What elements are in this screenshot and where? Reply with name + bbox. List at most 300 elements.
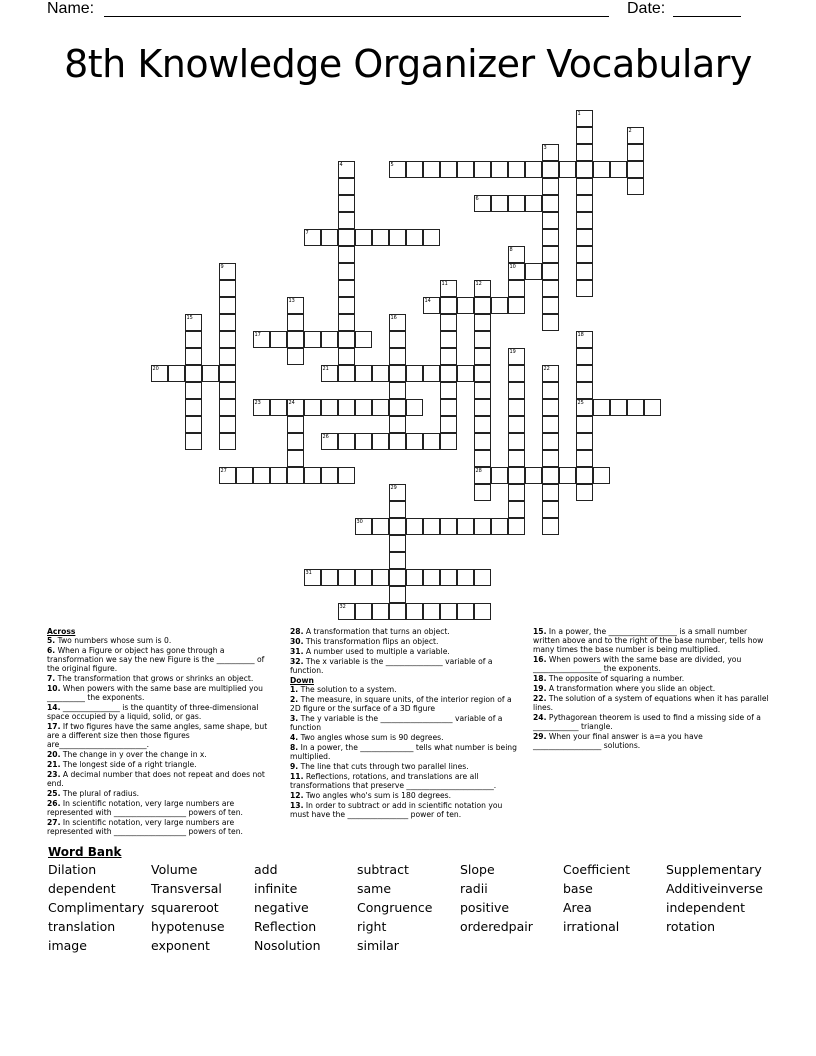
crossword-cell[interactable] — [423, 603, 440, 620]
crossword-cell[interactable] — [389, 382, 406, 399]
clue-item — [290, 657, 520, 675]
crossword-cell[interactable] — [253, 467, 270, 484]
crossword-cell[interactable] — [542, 484, 559, 501]
crossword-cell[interactable] — [287, 331, 304, 348]
crossword-cell[interactable] — [440, 569, 457, 586]
crossword-cell[interactable] — [474, 433, 491, 450]
crossword-cell[interactable] — [304, 229, 321, 246]
crossword-cell[interactable] — [627, 144, 644, 161]
clue-number-label: 20. — [47, 750, 61, 759]
crossword-cell[interactable] — [474, 518, 491, 535]
word-bank-word: Supplementary — [666, 862, 762, 877]
crossword-cell[interactable] — [355, 518, 372, 535]
crossword-cell[interactable] — [423, 518, 440, 535]
crossword-cell[interactable] — [525, 467, 542, 484]
clue-text: The plural of radius. — [62, 789, 140, 798]
crossword-cell[interactable] — [542, 399, 559, 416]
crossword-cell[interactable] — [338, 178, 355, 195]
clue-item — [47, 684, 275, 702]
crossword-cell[interactable] — [423, 229, 440, 246]
crossword-cell[interactable] — [219, 314, 236, 331]
clue-item — [290, 647, 520, 656]
crossword-cell[interactable] — [491, 467, 508, 484]
crossword-cell[interactable] — [406, 518, 423, 535]
crossword-cell[interactable] — [219, 331, 236, 348]
clue-number: 2 — [628, 127, 632, 134]
crossword-cell[interactable] — [185, 416, 202, 433]
crossword-cell[interactable] — [321, 229, 338, 246]
crossword-cell[interactable] — [321, 331, 338, 348]
crossword-cell[interactable] — [406, 433, 423, 450]
crossword-cell[interactable] — [338, 399, 355, 416]
crossword-cell[interactable] — [576, 467, 593, 484]
crossword-cell[interactable] — [542, 518, 559, 535]
crossword-cell[interactable] — [304, 331, 321, 348]
crossword-cell[interactable] — [219, 416, 236, 433]
crossword-cell[interactable] — [508, 161, 525, 178]
crossword-cell[interactable] — [219, 263, 236, 280]
clue-number-label: 18. — [533, 674, 547, 683]
clue-item — [290, 733, 520, 742]
crossword-cell[interactable] — [474, 484, 491, 501]
crossword-cell[interactable] — [372, 229, 389, 246]
crossword-cell[interactable] — [321, 365, 338, 382]
crossword-cell[interactable] — [457, 161, 474, 178]
crossword-cell[interactable] — [338, 365, 355, 382]
crossword-cell[interactable] — [406, 603, 423, 620]
crossword-cell[interactable] — [440, 280, 457, 297]
crossword-cell[interactable] — [338, 263, 355, 280]
crossword-cell[interactable] — [508, 450, 525, 467]
crossword-cell[interactable] — [338, 246, 355, 263]
crossword-cell[interactable] — [474, 416, 491, 433]
crossword-cell[interactable] — [559, 467, 576, 484]
crossword-cell[interactable] — [440, 416, 457, 433]
clue-text: Pythagorean theorem is used to find a missing side of a ____________ triangle. — [533, 713, 761, 731]
crossword-cell[interactable] — [474, 161, 491, 178]
crossword-cell[interactable] — [372, 603, 389, 620]
crossword-cell[interactable] — [389, 348, 406, 365]
crossword-cell[interactable] — [338, 603, 355, 620]
crossword-cell[interactable] — [542, 382, 559, 399]
crossword-cell[interactable] — [542, 467, 559, 484]
crossword-cell[interactable] — [372, 518, 389, 535]
crossword-cell[interactable] — [474, 450, 491, 467]
crossword-cell[interactable] — [406, 161, 423, 178]
crossword-cell[interactable] — [338, 467, 355, 484]
word-bank-word: Dilation — [48, 862, 97, 877]
crossword-cell[interactable] — [389, 433, 406, 450]
crossword-cell[interactable] — [542, 450, 559, 467]
crossword-cell[interactable] — [576, 280, 593, 297]
crossword-cell[interactable] — [474, 365, 491, 382]
crossword-cell[interactable] — [576, 399, 593, 416]
clue-item — [290, 801, 520, 819]
crossword-cell[interactable] — [644, 399, 661, 416]
crossword-grid — [151, 110, 671, 630]
crossword-cell[interactable] — [219, 399, 236, 416]
crossword-cell[interactable] — [168, 365, 185, 382]
crossword-cell[interactable] — [542, 229, 559, 246]
clue-text: The line that cuts through two parallel lines. — [300, 762, 469, 771]
crossword-cell[interactable] — [355, 603, 372, 620]
crossword-cell[interactable] — [576, 246, 593, 263]
crossword-cell[interactable] — [389, 552, 406, 569]
crossword-cell[interactable] — [593, 467, 610, 484]
crossword-cell[interactable] — [542, 416, 559, 433]
crossword-cell[interactable] — [389, 586, 406, 603]
crossword-cell[interactable] — [474, 382, 491, 399]
crossword-cell[interactable] — [508, 501, 525, 518]
clue-text: The solution of a system of equations when it has parallel lines. — [533, 694, 769, 712]
crossword-cell[interactable] — [474, 297, 491, 314]
crossword-cell[interactable] — [287, 433, 304, 450]
clue-number-label: 27. — [47, 818, 61, 827]
crossword-cell[interactable] — [389, 365, 406, 382]
word-bank-word: Volume — [151, 862, 198, 877]
clue-number: 13 — [288, 297, 295, 304]
crossword-cell[interactable] — [355, 433, 372, 450]
clue-item — [47, 789, 275, 798]
crossword-cell[interactable] — [576, 331, 593, 348]
crossword-cell[interactable] — [389, 535, 406, 552]
word-bank-word: base — [563, 881, 593, 896]
crossword-cell[interactable] — [440, 399, 457, 416]
crossword-cell[interactable] — [389, 518, 406, 535]
clue-item — [47, 703, 275, 721]
crossword-cell[interactable] — [474, 314, 491, 331]
crossword-cell[interactable] — [440, 297, 457, 314]
crossword-cell[interactable] — [338, 229, 355, 246]
crossword-cell[interactable] — [576, 450, 593, 467]
crossword-cell[interactable] — [593, 399, 610, 416]
crossword-cell[interactable] — [627, 161, 644, 178]
crossword-cell[interactable] — [202, 365, 219, 382]
crossword-cell[interactable] — [338, 161, 355, 178]
clue-item — [47, 760, 275, 769]
crossword-cell[interactable] — [491, 297, 508, 314]
crossword-cell[interactable] — [576, 144, 593, 161]
crossword-cell[interactable] — [508, 518, 525, 535]
crossword-cell[interactable] — [185, 433, 202, 450]
crossword-cell[interactable] — [440, 433, 457, 450]
crossword-cell[interactable] — [440, 348, 457, 365]
clue-number: 4 — [339, 161, 343, 168]
crossword-cell[interactable] — [270, 331, 287, 348]
crossword-cell[interactable] — [576, 229, 593, 246]
crossword-cell[interactable] — [440, 161, 457, 178]
crossword-cell[interactable] — [576, 178, 593, 195]
crossword-cell[interactable] — [406, 569, 423, 586]
crossword-cell[interactable] — [287, 467, 304, 484]
crossword-cell[interactable] — [576, 127, 593, 144]
crossword-cell[interactable] — [474, 603, 491, 620]
crossword-cell[interactable] — [525, 161, 542, 178]
crossword-cell[interactable] — [508, 484, 525, 501]
clue-item — [47, 722, 275, 749]
clue-number: 3 — [543, 144, 547, 151]
crossword-cell[interactable] — [287, 399, 304, 416]
crossword-cell[interactable] — [474, 280, 491, 297]
crossword-cell[interactable] — [219, 297, 236, 314]
crossword-cell[interactable] — [389, 603, 406, 620]
crossword-cell[interactable] — [304, 569, 321, 586]
crossword-cell[interactable] — [508, 348, 525, 365]
crossword-cell[interactable] — [219, 467, 236, 484]
crossword-cell[interactable] — [355, 399, 372, 416]
crossword-cell[interactable] — [389, 331, 406, 348]
crossword-cell[interactable] — [219, 382, 236, 399]
crossword-cell[interactable] — [440, 518, 457, 535]
crossword-cell[interactable] — [423, 297, 440, 314]
crossword-cell[interactable] — [474, 195, 491, 212]
crossword-cell[interactable] — [372, 365, 389, 382]
across-heading: Across — [47, 627, 76, 636]
crossword-cell[interactable] — [542, 501, 559, 518]
crossword-cell[interactable] — [508, 382, 525, 399]
crossword-cell[interactable] — [287, 297, 304, 314]
clue-number: 21 — [322, 365, 329, 372]
clue-item — [47, 750, 275, 759]
crossword-cell[interactable] — [423, 365, 440, 382]
clue-text: In a power, the ______________ tells what number is being multiplied. — [290, 743, 517, 761]
crossword-cell[interactable] — [542, 246, 559, 263]
name-field-line[interactable] — [104, 16, 609, 17]
clue-text: The measure, in square units, of the interior region of a 2D figure or the surface of a 3D figure — [290, 695, 512, 713]
crossword-cell[interactable] — [423, 161, 440, 178]
crossword-cell[interactable] — [423, 569, 440, 586]
crossword-cell[interactable] — [338, 433, 355, 450]
crossword-cell[interactable] — [185, 314, 202, 331]
crossword-cell[interactable] — [321, 467, 338, 484]
crossword-cell[interactable] — [321, 569, 338, 586]
crossword-cell[interactable] — [185, 331, 202, 348]
crossword-cell[interactable] — [474, 467, 491, 484]
crossword-cell[interactable] — [576, 365, 593, 382]
clue-number-label: 10. — [47, 684, 61, 693]
crossword-cell[interactable] — [338, 348, 355, 365]
clue-text: The opposite of squaring a number. — [548, 674, 685, 683]
crossword-cell[interactable] — [185, 399, 202, 416]
word-bank-word: add — [254, 862, 278, 877]
crossword-cell[interactable] — [525, 195, 542, 212]
crossword-cell[interactable] — [338, 212, 355, 229]
clue-number-label: 12. — [290, 791, 304, 800]
crossword-cell[interactable] — [610, 399, 627, 416]
crossword-cell[interactable] — [236, 467, 253, 484]
crossword-cell[interactable] — [508, 433, 525, 450]
crossword-cell[interactable] — [508, 297, 525, 314]
crossword-cell[interactable] — [542, 365, 559, 382]
crossword-cell[interactable] — [287, 416, 304, 433]
clue-number-label: 6. — [47, 646, 56, 655]
clue-item — [533, 713, 769, 731]
crossword-cell[interactable] — [338, 280, 355, 297]
date-field-line[interactable] — [673, 16, 741, 17]
crossword-cell[interactable] — [542, 144, 559, 161]
crossword-cell[interactable] — [610, 161, 627, 178]
crossword-cell[interactable] — [355, 365, 372, 382]
crossword-cell[interactable] — [389, 484, 406, 501]
crossword-cell[interactable] — [389, 416, 406, 433]
crossword-cell[interactable] — [355, 569, 372, 586]
crossword-cell[interactable] — [185, 365, 202, 382]
crossword-cell[interactable] — [576, 484, 593, 501]
crossword-cell[interactable] — [474, 399, 491, 416]
crossword-cell[interactable] — [219, 280, 236, 297]
crossword-cell[interactable] — [185, 348, 202, 365]
crossword-cell[interactable] — [372, 433, 389, 450]
clue-number: 19 — [509, 348, 516, 355]
crossword-cell[interactable] — [457, 297, 474, 314]
crossword-cell[interactable] — [627, 399, 644, 416]
crossword-cell[interactable] — [457, 365, 474, 382]
crossword-cell[interactable] — [372, 569, 389, 586]
crossword-cell[interactable] — [270, 467, 287, 484]
crossword-cell[interactable] — [508, 467, 525, 484]
crossword-cell[interactable] — [593, 161, 610, 178]
crossword-cell[interactable] — [525, 263, 542, 280]
crossword-cell[interactable] — [440, 603, 457, 620]
crossword-cell[interactable] — [389, 399, 406, 416]
crossword-cell[interactable] — [542, 433, 559, 450]
crossword-cell[interactable] — [627, 178, 644, 195]
crossword-cell[interactable] — [508, 365, 525, 382]
clue-number: 30 — [356, 518, 363, 525]
crossword-cell[interactable] — [270, 399, 287, 416]
crossword-cell[interactable] — [542, 280, 559, 297]
crossword-cell[interactable] — [304, 467, 321, 484]
word-bank-word: Area — [563, 900, 592, 915]
clue-item — [290, 627, 520, 636]
crossword-cell[interactable] — [576, 110, 593, 127]
crossword-cell[interactable] — [440, 331, 457, 348]
clue-number: 10 — [509, 263, 516, 270]
crossword-cell[interactable] — [457, 569, 474, 586]
crossword-cell[interactable] — [389, 501, 406, 518]
crossword-cell[interactable] — [576, 382, 593, 399]
crossword-cell[interactable] — [253, 331, 270, 348]
crossword-cell[interactable] — [474, 331, 491, 348]
crossword-cell[interactable] — [491, 161, 508, 178]
clue-text: The longest side of a right triangle. — [62, 760, 197, 769]
crossword-cell[interactable] — [542, 314, 559, 331]
crossword-cell[interactable] — [576, 195, 593, 212]
crossword-cell[interactable] — [219, 348, 236, 365]
clue-number: 26 — [322, 433, 329, 440]
crossword-cell[interactable] — [151, 365, 168, 382]
crossword-cell[interactable] — [423, 433, 440, 450]
clue-number: 22 — [543, 365, 550, 372]
crossword-cell[interactable] — [338, 314, 355, 331]
crossword-cell[interactable] — [542, 212, 559, 229]
crossword-cell[interactable] — [457, 518, 474, 535]
crossword-cell[interactable] — [508, 280, 525, 297]
crossword-cell[interactable] — [338, 331, 355, 348]
crossword-cell[interactable] — [287, 314, 304, 331]
clue-text: The change in y over the change in x. — [62, 750, 207, 759]
crossword-cell[interactable] — [559, 161, 576, 178]
crossword-cell[interactable] — [542, 195, 559, 212]
crossword-cell[interactable] — [542, 178, 559, 195]
clue-number-label: 4. — [290, 733, 299, 742]
crossword-cell[interactable] — [355, 229, 372, 246]
crossword-cell[interactable] — [406, 365, 423, 382]
clue-number-label: 2. — [290, 695, 299, 704]
crossword-cell[interactable] — [304, 399, 321, 416]
crossword-cell[interactable] — [440, 365, 457, 382]
crossword-cell[interactable] — [321, 399, 338, 416]
crossword-cell[interactable] — [474, 569, 491, 586]
crossword-cell[interactable] — [491, 518, 508, 535]
crossword-cell[interactable] — [219, 433, 236, 450]
crossword-cell[interactable] — [338, 569, 355, 586]
word-bank-word: irrational — [563, 919, 620, 934]
clue-text: Two numbers whose sum is 0. — [57, 636, 172, 645]
crossword-cell[interactable] — [440, 382, 457, 399]
crossword-cell[interactable] — [542, 161, 559, 178]
crossword-cell[interactable] — [457, 603, 474, 620]
clue-text: The x variable is the _______________ variable of a function. — [290, 657, 493, 675]
crossword-cell[interactable] — [627, 127, 644, 144]
word-bank-word: squareroot — [151, 900, 219, 915]
crossword-cell[interactable] — [287, 450, 304, 467]
crossword-cell[interactable] — [576, 433, 593, 450]
crossword-cell[interactable] — [440, 314, 457, 331]
crossword-cell[interactable] — [389, 229, 406, 246]
crossword-cell[interactable] — [355, 331, 372, 348]
crossword-cell[interactable] — [287, 348, 304, 365]
clue-text: A transformation that turns an object. — [305, 627, 450, 636]
crossword-cell[interactable] — [406, 399, 423, 416]
crossword-cell[interactable] — [338, 195, 355, 212]
clue-text: The solution to a system. — [300, 685, 397, 694]
crossword-cell[interactable] — [253, 399, 270, 416]
crossword-cell[interactable] — [576, 348, 593, 365]
crossword-cell[interactable] — [508, 195, 525, 212]
clue-number: 17 — [254, 331, 261, 338]
crossword-cell[interactable] — [576, 263, 593, 280]
clue-number: 12 — [475, 280, 482, 287]
crossword-cell[interactable] — [219, 365, 236, 382]
clue-text: _______________ is the quantity of three-dimensional space occupied by a liquid, solid, or gas. — [47, 703, 259, 721]
crossword-cell[interactable] — [508, 263, 525, 280]
clue-number: 27 — [220, 467, 227, 474]
crossword-cell[interactable] — [474, 348, 491, 365]
crossword-cell[interactable] — [389, 161, 406, 178]
crossword-cell[interactable] — [389, 314, 406, 331]
crossword-cell[interactable] — [508, 399, 525, 416]
crossword-cell[interactable] — [338, 297, 355, 314]
crossword-cell[interactable] — [372, 399, 389, 416]
crossword-cell[interactable] — [576, 161, 593, 178]
crossword-cell[interactable] — [185, 382, 202, 399]
word-bank-word: Coefficient — [563, 862, 631, 877]
crossword-cell[interactable] — [576, 416, 593, 433]
word-bank-word: orderedpair — [460, 919, 533, 934]
crossword-cell[interactable] — [508, 416, 525, 433]
crossword-cell[interactable] — [542, 297, 559, 314]
crossword-cell[interactable] — [508, 246, 525, 263]
crossword-cell[interactable] — [406, 229, 423, 246]
crossword-cell[interactable] — [321, 433, 338, 450]
crossword-cell[interactable] — [389, 569, 406, 586]
crossword-cell[interactable] — [576, 212, 593, 229]
word-bank-word: image — [48, 938, 87, 953]
clue-item — [47, 646, 275, 673]
crossword-cell[interactable] — [542, 263, 559, 280]
crossword-cell[interactable] — [491, 195, 508, 212]
